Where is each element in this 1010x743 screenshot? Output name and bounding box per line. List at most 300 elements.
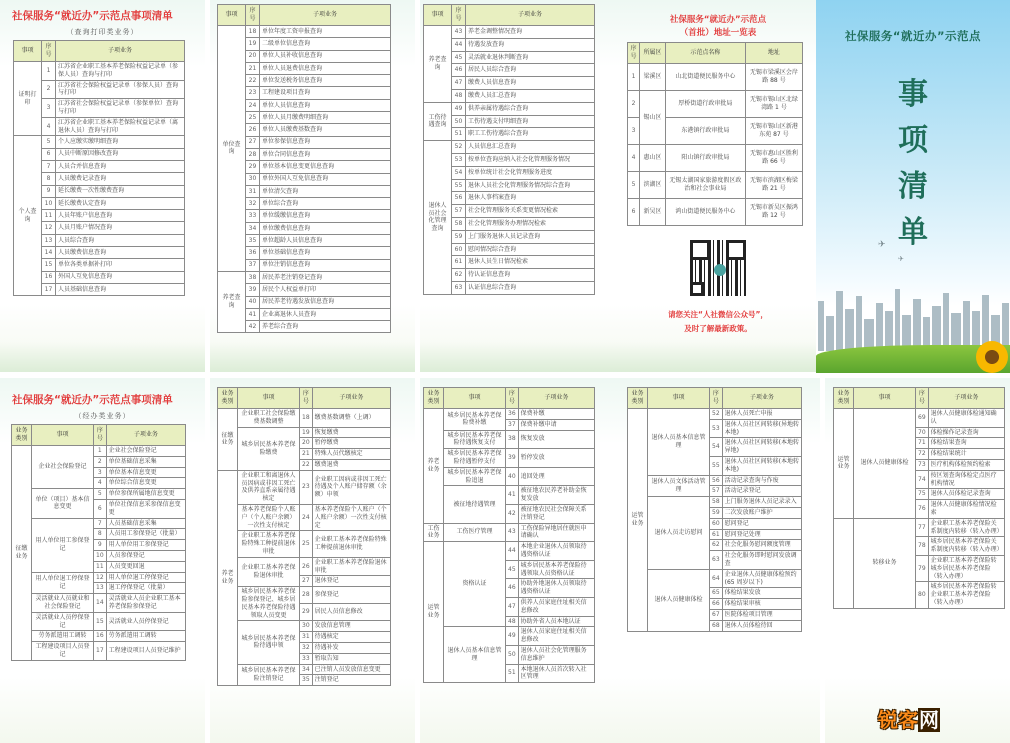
row-number: 27	[300, 576, 313, 587]
row-number: 73	[916, 459, 929, 470]
sub-item: 二级单位信息查询	[260, 38, 391, 50]
sub-item: 体检结果统计	[928, 449, 1004, 460]
row-number: 9	[94, 540, 107, 551]
matter-label: 企业职工和离退休人员因病或非因工死亡及供养直系亲属待遇核定	[238, 470, 300, 504]
sub-item: 人员中断原因修改查询	[56, 148, 185, 160]
sub-item: 恢复发放	[518, 430, 594, 449]
sub-item: 按区划查询体检定点医疗机构情况	[928, 470, 1004, 489]
address-title-line2: （首批）地址一览表	[679, 28, 757, 38]
row-number: 2	[628, 91, 640, 118]
sub-item: 单位人员月缴费明细查询	[260, 112, 391, 124]
row-number: 52	[710, 409, 723, 420]
sub-item: 居民个人权益单打印	[260, 284, 391, 296]
sub-item: 单位人员补收信息查询	[260, 50, 391, 62]
table-row	[424, 141, 595, 154]
category-label: 运管业务	[424, 542, 444, 683]
column-header: 事项	[14, 41, 42, 62]
row-number: 18	[300, 409, 313, 428]
matter-label: 城乡居民基本养老保险参保登记、城乡居民基本养老保险待遇领取人员变更	[238, 587, 300, 621]
sub-item: 单位基础信息采集	[106, 456, 185, 467]
sub-item: 江苏省社会保险权益记录单（参保人员）查询与打印	[56, 80, 185, 99]
sub-item: 供养人员家庭住址相关信息修改	[518, 597, 594, 616]
sub-item: 本地退休人员首次转入社区管理	[518, 664, 594, 683]
site-address: 无锡市梁溪区会岸路 88 号	[745, 64, 802, 91]
row-number: 38	[506, 430, 519, 449]
table-row	[218, 587, 391, 604]
row-number: 25	[246, 112, 260, 124]
service-table	[627, 387, 802, 632]
site-address: 无锡市锡山区北绿湾路 1 号	[745, 91, 802, 118]
site-address: 无锡市惠山区胜利路 66 号	[745, 145, 802, 172]
sub-item: 上门服务退休人员记录查询	[466, 230, 595, 243]
column-header: 子项业务	[928, 388, 1004, 409]
table-row	[218, 470, 391, 504]
row-number: 61	[710, 529, 723, 540]
table-row	[218, 557, 391, 576]
sub-item: 待遇核定	[312, 632, 390, 643]
row-number: 14	[94, 594, 107, 613]
table-row	[12, 594, 186, 613]
row-number: 17	[42, 283, 56, 295]
sub-item: 保费补缴申请	[518, 419, 594, 430]
sub-item: 待认证信息查询	[466, 269, 595, 282]
matter-label: 灵活就业人员就业和社会保险登记	[32, 594, 94, 613]
sub-item: 单位超龄人员信息查询	[260, 235, 391, 247]
column-header: 序号	[506, 388, 519, 409]
sub-item: 人员参保登记	[106, 550, 185, 561]
sub-item: 注销登记	[312, 675, 390, 686]
sub-item: 人员缴费信息查询	[56, 247, 185, 259]
panel-subtitle: （经办类业务）	[74, 412, 131, 420]
row-number: 58	[710, 497, 723, 508]
sub-item: 体检结果查询	[928, 438, 1004, 449]
row-number: 28	[246, 148, 260, 160]
table-row	[218, 409, 391, 428]
sub-item: 单位各类单据补打印	[56, 259, 185, 271]
row-number: 43	[452, 26, 466, 39]
bird-icon: ✈	[898, 255, 904, 263]
matter-label: 城乡居民基本养老保险注销登记	[238, 664, 300, 686]
row-number: 34	[246, 222, 260, 234]
row-number: 3	[42, 99, 56, 118]
sub-item: 退休人员社区间转移(异地转本地)	[722, 419, 801, 438]
row-number: 12	[42, 222, 56, 234]
sub-item: 单位发送税务信息查询	[260, 75, 391, 87]
row-number: 5	[94, 489, 107, 500]
sub-item: 退休人员社会化管理服务信息维护	[518, 645, 594, 664]
row-number: 62	[452, 269, 466, 282]
sub-item: 被征地农民养老补助金恢复发放	[518, 486, 594, 505]
sub-item: 社会化管理服务办理情况检索	[466, 217, 595, 230]
sub-item: 江苏省企业职工基本养老保险权益记录单（参保人员）查询与打印	[56, 62, 185, 81]
row-number: 44	[452, 38, 466, 51]
matter-label: 城乡居民基本养老保险待遇恢复支付	[444, 430, 506, 449]
district: 惠山区	[640, 145, 666, 172]
row-number: 32	[300, 642, 313, 653]
row-number: 19	[300, 427, 313, 438]
panel-handling-5	[825, 378, 1010, 743]
row-number: 1	[94, 446, 107, 457]
row-number: 12	[94, 572, 107, 583]
sub-item: 退休人员社区间转移(本地转异地)	[722, 438, 801, 457]
sub-item: 人员月账户情况查询	[56, 222, 185, 234]
row-number: 58	[452, 217, 466, 230]
row-number: 4	[628, 145, 640, 172]
table-row	[218, 26, 391, 38]
table-row	[12, 642, 186, 661]
row-number: 55	[452, 179, 466, 192]
row-number: 46	[452, 64, 466, 77]
panel-query-print-3	[420, 0, 620, 372]
table-row	[12, 612, 186, 631]
row-number: 37	[246, 259, 260, 271]
table-row	[628, 497, 802, 508]
column-header: 地址	[745, 43, 802, 64]
qr-code[interactable]	[620, 238, 816, 298]
column-header: 子项业务	[106, 425, 185, 446]
panel-query-print-1	[0, 0, 205, 372]
sub-item: 企业职工因病或非因工死亡待遇及个人账户储存额（余额）申领	[312, 470, 390, 504]
sub-item: 江苏省企业职工基本养老保险权益记录单（离退休人员）查询与打印	[56, 117, 185, 136]
row-number: 1	[628, 64, 640, 91]
sub-item: 单位缴费信息查询	[260, 222, 391, 234]
sub-item: 医疗机构体检预约检索	[928, 459, 1004, 470]
district: 新吴区	[640, 199, 666, 226]
row-number: 51	[452, 128, 466, 141]
sub-item: 退休人员死亡申报	[722, 409, 801, 420]
row-number: 23	[300, 470, 313, 504]
table-row	[12, 518, 186, 529]
district: 滨湖区	[640, 172, 666, 199]
sub-item: 缴费基数调整（上调）	[312, 409, 390, 428]
sub-item: 单位缓缴信息查询	[260, 210, 391, 222]
column-header: 事项	[238, 388, 300, 409]
sub-item: 劳务派遣用工调转	[106, 631, 185, 642]
cover-title: 社保服务“就近办”示范点	[844, 29, 982, 43]
row-number: 40	[246, 296, 260, 308]
row-number: 50	[452, 115, 466, 128]
sub-item: 人员缴费记录查询	[56, 173, 185, 185]
sub-item: 保费补缴	[518, 409, 594, 420]
category-label: 运管业务	[628, 409, 648, 632]
matter-label: 退休人员基本信息管理	[444, 627, 506, 683]
row-number: 28	[300, 587, 313, 604]
row-number: 50	[506, 645, 519, 664]
sub-item: 已注销人员发放信息变更	[312, 664, 390, 675]
sub-item: 待遇补发	[312, 642, 390, 653]
row-number: 6	[628, 199, 640, 226]
sub-item: 延长缴费认定查询	[56, 197, 185, 209]
row-number: 46	[506, 579, 519, 598]
row-number: 38	[246, 271, 260, 283]
row-number: 3	[628, 118, 640, 145]
row-number: 20	[300, 438, 313, 449]
sub-item: 居民人员综合查询	[466, 64, 595, 77]
sub-item: 人员综合查询	[56, 234, 185, 246]
row-number: 74	[916, 470, 929, 489]
row-number: 15	[94, 612, 107, 631]
sub-item: 城乡居民基本养老保险待遇领取人员资格认证	[518, 560, 594, 579]
matter-label: 企业职工基本养老保险特殊工种提前退休审批	[238, 531, 300, 557]
matter-label: 用人单位退工停保登记	[32, 572, 94, 594]
row-number: 29	[246, 161, 260, 173]
sub-item: 外国人互免信息查询	[56, 271, 185, 283]
matter-label: 退休人员基本信息管理	[648, 409, 710, 476]
service-table	[833, 387, 1005, 609]
table-row	[218, 531, 391, 557]
sub-item: 缴费人员信息查询	[466, 77, 595, 90]
sub-item: 单位年度工资申报查询	[260, 26, 391, 38]
sub-item: 单位基本信息变更	[106, 467, 185, 478]
row-number: 3	[94, 467, 107, 478]
row-number: 48	[506, 616, 519, 627]
row-number: 30	[246, 173, 260, 185]
column-header: 序号	[94, 425, 107, 446]
row-number: 10	[42, 197, 56, 209]
column-header: 序号	[710, 388, 723, 409]
row-number: 33	[246, 210, 260, 222]
service-table	[423, 387, 595, 683]
row-number: 17	[94, 642, 107, 661]
category-label: 养老业务	[218, 470, 238, 685]
table-row	[14, 136, 185, 148]
matter-label: 城乡居民基本养老保险缴费	[238, 427, 300, 470]
column-header: 事项	[444, 388, 506, 409]
category-label: 运管业务	[834, 409, 854, 519]
site-name: 山北街道便民服务中心	[666, 64, 746, 91]
sub-item: 人员合并信息查询	[56, 160, 185, 172]
row-number: 8	[42, 173, 56, 185]
wechat-logo-icon	[714, 264, 726, 276]
category-label: 征缴业务	[218, 409, 238, 471]
table-row	[628, 199, 803, 226]
sub-item: 恢复缴费	[312, 427, 390, 438]
category-label: 养老业务	[424, 409, 444, 524]
address-title-line1: 社保服务“就近办”示范点	[669, 15, 767, 25]
column-header: 子项业务	[518, 388, 594, 409]
site-name: 厚桥街道行政审批局	[666, 91, 746, 118]
panel-handling-1	[0, 378, 205, 743]
matter-label: 企业职工社会保险缴费基数调整	[238, 409, 300, 428]
row-number: 49	[506, 627, 519, 646]
row-number: 52	[452, 141, 466, 154]
table-row	[424, 449, 595, 468]
sub-item: 被征地农民社会保障关系注销登记	[518, 504, 594, 523]
row-number: 5	[628, 172, 640, 199]
sub-item: 单位参保信息查询	[260, 136, 391, 148]
panel-handling-4	[620, 378, 820, 743]
row-number: 72	[916, 449, 929, 460]
row-number: 75	[916, 489, 929, 500]
column-header: 所属区	[640, 43, 666, 64]
row-number: 59	[710, 507, 723, 518]
table-row	[218, 427, 391, 438]
sub-item: 工伤待遇支付明细查询	[466, 115, 595, 128]
matter-label: 退休人员健康体检	[854, 409, 916, 519]
sub-item: 用人单位退工停保登记	[106, 572, 185, 583]
sub-item: 单位注销信息查询	[260, 259, 391, 271]
table-row	[218, 664, 391, 675]
table-row	[628, 475, 802, 486]
row-number: 60	[452, 243, 466, 256]
column-header: 序号	[300, 388, 313, 409]
sub-item: 退休人员体检待回	[722, 620, 801, 631]
row-number: 44	[506, 542, 519, 561]
row-number: 35	[300, 675, 313, 686]
column-header: 序号	[452, 5, 466, 26]
panel-title: 社保服务“就近办”示范点事项清单	[12, 10, 173, 22]
sub-item: 企业退休人员健康体检预约(65 周岁以下)	[722, 569, 801, 588]
sub-item: 企业离退休人员查询	[260, 308, 391, 320]
bird-icon: ✈	[878, 240, 886, 250]
sub-item: 退休人员生日情况检索	[466, 256, 595, 269]
column-header: 序号	[246, 5, 260, 26]
row-number: 33	[300, 653, 313, 664]
row-number: 30	[300, 621, 313, 632]
sub-item: 人员基础信息采集	[106, 518, 185, 529]
sub-item: 单位人员信息查询	[260, 99, 391, 111]
panel-query-print-2	[210, 0, 415, 372]
sub-item: 暂取告知	[312, 653, 390, 664]
row-number: 41	[506, 486, 519, 505]
matter-label: 退休人员走访慰问	[648, 497, 710, 570]
row-number: 57	[452, 205, 466, 218]
sub-item: 退休人员家庭住址相关信息修改	[518, 627, 594, 646]
column-header: 示范点名称	[666, 43, 746, 64]
sub-item: 用人单位用工参保登记	[106, 540, 185, 551]
sub-item: 退工停保登记（批量）	[106, 583, 185, 594]
row-number: 76	[916, 500, 929, 519]
service-table	[13, 40, 185, 296]
sub-item: 暂停缴费	[312, 438, 390, 449]
row-number: 56	[452, 192, 466, 205]
column-header: 子项业务	[466, 5, 595, 26]
sub-item: 职工工伤待遇综合查询	[466, 128, 595, 141]
sub-item: 人员年账户信息查询	[56, 210, 185, 222]
row-number: 29	[300, 604, 313, 621]
sub-item: 协助外地退休人员领取待遇资格认证	[518, 579, 594, 598]
sub-item: 居民养老注销登记查询	[260, 271, 391, 283]
row-number: 34	[300, 664, 313, 675]
group-label: 养老查询	[424, 26, 452, 103]
row-number: 39	[246, 284, 260, 296]
sub-item: 退休登记	[312, 576, 390, 587]
sub-item: 灵活就业人员企业职工基本养老保险参保登记	[106, 594, 185, 613]
row-number: 16	[42, 271, 56, 283]
table-row	[424, 467, 595, 486]
row-number: 64	[710, 569, 723, 588]
matter-label: 单位（项目）基本信息变更	[32, 489, 94, 518]
panel-title: 社保服务“就近办”示范点事项清单	[12, 394, 173, 406]
panel-handling-2	[210, 378, 415, 743]
column-header: 子项业务	[312, 388, 390, 409]
row-number: 11	[42, 210, 56, 222]
table-row	[218, 621, 391, 632]
row-number: 19	[246, 38, 260, 50]
site-address: 无锡市锡山区新港东苑 87 号	[745, 118, 802, 145]
column-header: 子项业务	[722, 388, 801, 409]
row-number: 15	[42, 259, 56, 271]
sub-item: 活动记录查询与作废	[722, 475, 801, 486]
column-header: 事项	[32, 425, 94, 446]
row-number: 61	[452, 256, 466, 269]
site-name: 无锡太湖国家旅游度假区政治和社会事业局	[666, 172, 746, 199]
site-address: 无锡市新吴区振鸿路 12 号	[745, 199, 802, 226]
row-number: 71	[916, 438, 929, 449]
sub-item: 基本养老保险个人账户（个人账户余额）一次性支付核定	[312, 504, 390, 530]
sub-item: 按单位统计社会化管理服务进度	[466, 166, 595, 179]
group-label: 养老查询	[218, 271, 246, 332]
row-number: 32	[246, 198, 260, 210]
table-row	[424, 486, 595, 505]
table-row	[628, 145, 803, 172]
row-number: 7	[42, 160, 56, 172]
column-header: 业务类别	[834, 388, 854, 409]
sub-item: 发放信息管理	[312, 621, 390, 632]
row-number: 16	[94, 631, 107, 642]
sub-item: 社会化服务即时慰问发放调查	[722, 551, 801, 570]
row-number: 59	[452, 230, 466, 243]
sub-item: 体检结果审核	[722, 599, 801, 610]
panel-subtitle: （查询打印类业务）	[66, 28, 139, 36]
row-number: 24	[246, 99, 260, 111]
sub-item: 灵活就业人员停保登记	[106, 612, 185, 631]
sub-item: 单位清欠查询	[260, 185, 391, 197]
sub-item: 体检结果发放	[722, 588, 801, 599]
sub-item: 企业社会保险登记	[106, 446, 185, 457]
sub-item: 体检操作记录查询	[928, 427, 1004, 438]
row-number: 21	[246, 62, 260, 74]
table-row	[628, 569, 802, 588]
row-number: 2	[42, 80, 56, 99]
table-row	[424, 26, 595, 39]
sub-item: 单位合同信息查询	[260, 148, 391, 160]
column-header: 序号	[42, 41, 56, 62]
row-number: 11	[94, 561, 107, 572]
sub-item: 协助外省人员本地认证	[518, 616, 594, 627]
sub-item: 上门服务退休人员记录录入	[722, 497, 801, 508]
sub-item: 个人应缴实缴明细查询	[56, 136, 185, 148]
row-number: 31	[246, 185, 260, 197]
row-number: 13	[94, 583, 107, 594]
table-row	[628, 409, 802, 420]
row-number: 39	[506, 449, 519, 468]
sub-item: 本地企业退休人员领取待遇资格认证	[518, 542, 594, 561]
matter-label: 基本养老保险个人账户（个人账户余额）一次性支付核定	[238, 504, 300, 530]
column-header: 业务类别	[628, 388, 648, 409]
service-table	[11, 424, 186, 661]
sub-item: 供养亲属待遇综合查询	[466, 102, 595, 115]
matter-label: 企业职工基本养老保险退休审批	[238, 557, 300, 586]
panel-handling-3	[420, 378, 620, 743]
sub-item: 退休人员健康体检通知确认	[928, 409, 1004, 428]
service-table	[423, 4, 595, 295]
column-header: 业务类别	[12, 425, 32, 446]
group-label: 个人查询	[14, 136, 42, 296]
row-number: 60	[710, 518, 723, 529]
row-number: 23	[246, 87, 260, 99]
sub-item: 按单位查询应纳入社会化管理服务情况	[466, 153, 595, 166]
row-number: 45	[452, 51, 466, 64]
row-number: 18	[246, 26, 260, 38]
row-number: 55	[710, 456, 723, 475]
table-row	[628, 64, 803, 91]
row-number: 77	[916, 518, 929, 537]
row-number: 65	[710, 588, 723, 599]
table-row	[424, 542, 595, 561]
row-number: 37	[506, 419, 519, 430]
row-number: 47	[506, 597, 519, 616]
